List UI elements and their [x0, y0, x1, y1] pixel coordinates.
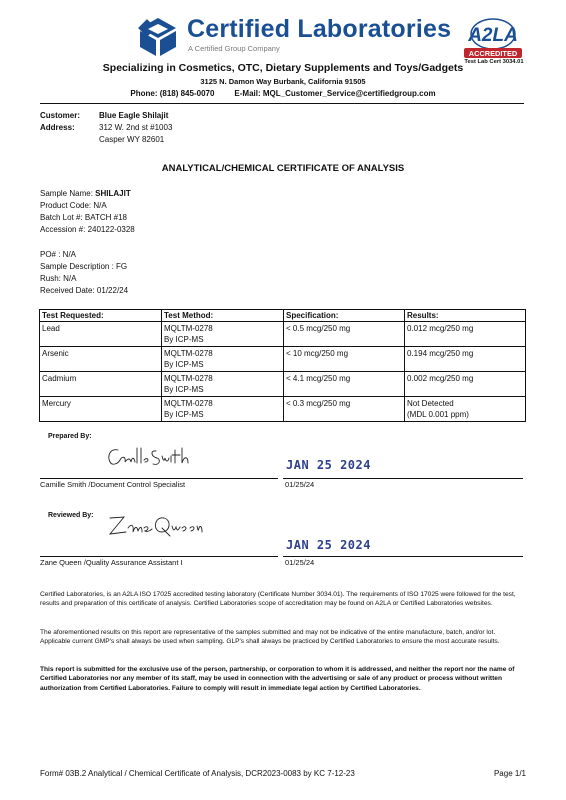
date-line: [283, 556, 523, 557]
prepared-date-stamp: JAN 25 2024: [286, 458, 371, 472]
results-header-row: [40, 310, 526, 322]
customer-address-line1: 312 W. 2nd st #1003: [99, 123, 173, 132]
result-cell: 0.194 mcg/250 mg: [405, 347, 526, 372]
test-cell: Mercury: [40, 397, 162, 422]
contact-line: [0, 89, 566, 98]
test-cell: Lead: [40, 322, 162, 347]
svg-text:A2LA: A2LA: [468, 25, 518, 46]
sampling-disclaimer: The aforementioned results on this report are representative of the samples submitted and may not be indicative of the entire manufacture, batch, and/or lot. Applicable current GMP's shall always be used when sampling. GLP's shall always be practiced by Certified Laboratories to ensure the most accurate results.: [40, 629, 500, 646]
document-title: ANALYTICAL/CHEMICAL CERTIFICATE OF ANALYSIS: [161, 163, 405, 174]
lab-address: 3125 N. Damon Way Burbank, California 91505: [200, 77, 366, 86]
table-row: [40, 397, 526, 422]
customer-address-line2: Casper WY 82601: [99, 135, 165, 144]
result-cell: 0.002 mcg/250 mg: [405, 372, 526, 397]
spec-cell: < 0.5 mcg/250 mg: [284, 322, 405, 347]
reviewed-by-name: Zane Queen /Quality Assurance Assistant I: [40, 558, 183, 567]
sample-name-value: SHILAJIT: [95, 189, 131, 198]
reviewed-date: 01/25/24: [285, 558, 315, 567]
signature-line: [40, 556, 278, 557]
prepared-by-heading: Prepared By:: [48, 433, 92, 440]
prepared-date: 01/25/24: [285, 480, 315, 489]
tagline: Specializing in Cosmetics, OTC, Dietary Supplements and Toys/Gadgets: [102, 62, 464, 74]
column-header: Specification:: [284, 310, 405, 322]
prepared-signature-icon: [104, 442, 194, 472]
customer-name: Blue Eagle Shilajit: [99, 111, 169, 120]
header-divider: [40, 103, 524, 104]
table-row: [40, 322, 526, 347]
reviewed-by-heading: Reviewed By:: [48, 512, 94, 519]
cert-number: Test Lab Cert 3034.01: [464, 59, 524, 65]
reviewed-date-stamp: JAN 25 2024: [286, 538, 371, 552]
column-header: Results:: [405, 310, 526, 322]
spec-cell: < 10 mcg/250 mg: [284, 347, 405, 372]
po-number: PO# : N/A: [40, 250, 77, 259]
address-label: Address:: [40, 123, 75, 132]
lab-email: E-Mail: MQL_Customer_Service@certifiedgroup.com: [234, 89, 436, 98]
certified-labs-logo-icon: [136, 16, 180, 58]
column-header: Test Requested:: [40, 310, 162, 322]
method-cell: MQLTM-0278 By ICP-MS: [162, 372, 284, 397]
batch-lot: Batch Lot #: BATCH #18: [40, 213, 128, 222]
test-cell: Cadmium: [40, 372, 162, 397]
sample-name: Sample Name: SHILAJIT: [40, 189, 131, 198]
brand-subtitle: A Certified Group Company: [188, 44, 280, 53]
results-table: [39, 309, 526, 422]
page-number: Page 1/1: [493, 769, 526, 778]
reviewed-signature-icon: [104, 510, 204, 542]
method-cell: MQLTM-0278 By ICP-MS: [162, 322, 284, 347]
sample-description: Sample Description : FG: [40, 262, 128, 271]
spec-cell: < 0.3 mcg/250 mg: [284, 397, 405, 422]
result-cell: Not Detected (MDL 0.001 ppm): [405, 397, 526, 422]
signature-line: [40, 478, 278, 479]
result-cell: 0.012 mcg/250 mg: [405, 322, 526, 347]
method-cell: MQLTM-0278 By ICP-MS: [162, 397, 284, 422]
column-header: Test Method:: [162, 310, 284, 322]
test-cell: Arsenic: [40, 347, 162, 372]
received-date: Received Date: 01/22/24: [40, 286, 129, 295]
accreditation-disclaimer: Certified Laboratories, is an A2LA ISO 17025 accredited testing laboratory (Certificate Number 3034.01). The requirements of ISO 17025 were followed for the test, results and preparation of this certificate of analysis. Certified Laboratories scope of accreditation may be found on A2LA or Certified Laboratories websites.: [40, 591, 516, 608]
date-line: [283, 478, 523, 479]
spec-cell: < 4.1 mcg/250 mg: [284, 372, 405, 397]
table-row: [40, 372, 526, 397]
prepared-by-name: Camille Smith /Document Control Specialist: [40, 480, 186, 489]
lab-phone: Phone: (818) 845-0070: [130, 89, 215, 98]
rush: Rush: N/A: [40, 274, 77, 283]
usage-disclaimer: This report is submitted for the exclusive use of the person, partnership, or corporation to whom it is addressed, and neither the report nor the name of Certified Laboratories nor any member of its staff, may be used in connection with the advertising or sale of any product or process without written authorization from Certified Laboratories. Failure to comply will result in immediate legal action by Certified Laboratories.: [40, 666, 515, 692]
badge-text: ACCREDITED: [468, 49, 518, 58]
form-info: Form# 03B.2 Analytical / Chemical Certificate of Analysis, DCR2023-0083 by KC 7-12-23: [40, 769, 355, 778]
table-row: [40, 347, 526, 372]
accession-number: Accession #: 240122-0328: [40, 225, 135, 234]
customer-label: Customer:: [40, 111, 81, 120]
brand-name: Certified Laboratories: [187, 15, 452, 43]
method-cell: MQLTM-0278 By ICP-MS: [162, 347, 284, 372]
product-code: Product Code: N/A: [40, 201, 107, 210]
